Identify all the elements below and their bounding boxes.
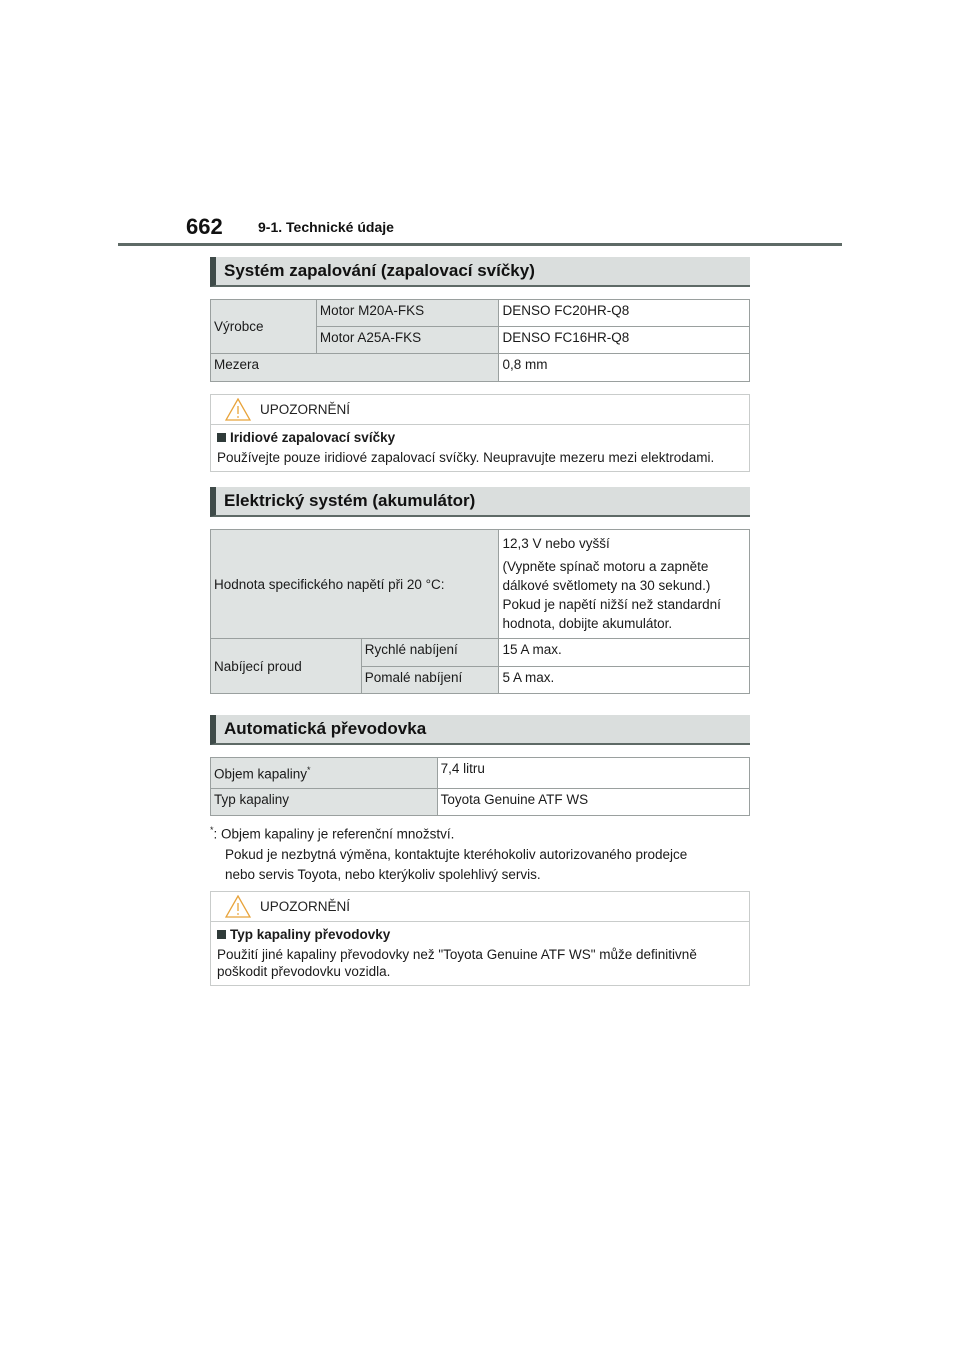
gap-label: Mezera [211, 354, 499, 382]
caution-subtitle-text: Typ kapaliny převodovky [230, 927, 391, 942]
capacity-value: 7,4 litru [437, 758, 749, 789]
ignition-table [210, 299, 750, 382]
caution-text: Použití jiné kapaliny převodovky než "Toyota Genuine ATF WS" může definitivně poškodit převodovku vozidla. [217, 947, 697, 979]
charge-mode: Pomalé nabíjení [361, 667, 499, 694]
footnote-line: nebo servis Toyota, nebo kterýkoliv spolehlivý servis. [225, 866, 541, 882]
caution-title: UPOZORNĚNÍ [260, 899, 351, 914]
section-heading-transmission [210, 715, 750, 745]
header-divider [118, 243, 842, 246]
voltage-note-1: (Vypněte spínač motoru a zapněte dálkové světlomety na 30 sekund.) [502, 559, 711, 593]
caution-title: UPOZORNĚNÍ [260, 402, 351, 417]
section-heading-electrical [210, 487, 750, 517]
plug-cell: DENSO FC20HR-Q8 [499, 300, 750, 327]
footnote-mark: * [210, 825, 214, 835]
electrical-table [210, 529, 750, 694]
caution-subtitle [217, 926, 743, 943]
section-heading-ignition [210, 257, 750, 287]
section-title: Systém zapalování (zapalovací svíčky) [224, 261, 535, 280]
type-label: Typ kapaliny [211, 789, 438, 816]
capacity-label-cell [211, 758, 438, 789]
maker-label: Výrobce [211, 300, 317, 354]
voltage-value-cell [499, 530, 750, 639]
caution-header [211, 892, 749, 922]
page-number: 662 [186, 214, 223, 239]
warning-triangle-icon [225, 398, 251, 421]
footnote-line: Pokud je nezbytná výměna, kontaktujte kteréhokoliv autorizovaného prodejce [225, 846, 688, 862]
section-title: Elektrický systém (akumulátor) [224, 491, 476, 510]
type-value: Toyota Genuine ATF WS [437, 789, 749, 816]
caution-subtitle-text: Iridiové zapalovací svíčky [230, 430, 396, 445]
charge-label: Nabíjecí proud [211, 639, 362, 694]
section-title: Automatická převodovka [224, 719, 427, 738]
transmission-table [210, 757, 750, 816]
footnote-line: : Objem kapaliny je referenční množství. [213, 826, 455, 842]
charge-value: 15 A max. [499, 639, 750, 667]
caution-text: Používejte pouze iridiové zapalovací svíčky. Neupravujte mezeru mezi elektrodami. [217, 450, 715, 465]
engine-cell: Motor A25A-FKS [316, 327, 499, 354]
voltage-label: Hodnota specifického napětí při 20 °C: [211, 530, 499, 639]
square-bullet-icon [217, 930, 226, 939]
caution-subtitle [217, 429, 743, 446]
caution-box-spark-plugs [210, 394, 750, 472]
engine-cell: Motor M20A-FKS [316, 300, 499, 327]
voltage-value: 12,3 V nebo vyšší [502, 536, 610, 551]
warning-triangle-icon [225, 895, 251, 918]
charge-mode: Rychlé nabíjení [361, 639, 499, 667]
footnote [210, 820, 770, 885]
footnote-mark: * [307, 764, 311, 775]
caution-header [211, 395, 749, 425]
chapter-title: 9-1. Technické údaje [258, 219, 394, 235]
voltage-note-2: Pokud je napětí nižší než standardní hodnota, dobijte akumulátor. [502, 597, 721, 631]
plug-cell: DENSO FC16HR-Q8 [499, 327, 750, 354]
capacity-label: Objem kapaliny [214, 766, 308, 782]
square-bullet-icon [217, 433, 226, 442]
caution-box-transmission-fluid [210, 891, 750, 986]
gap-value: 0,8 mm [499, 354, 750, 382]
charge-value: 5 A max. [499, 667, 750, 694]
